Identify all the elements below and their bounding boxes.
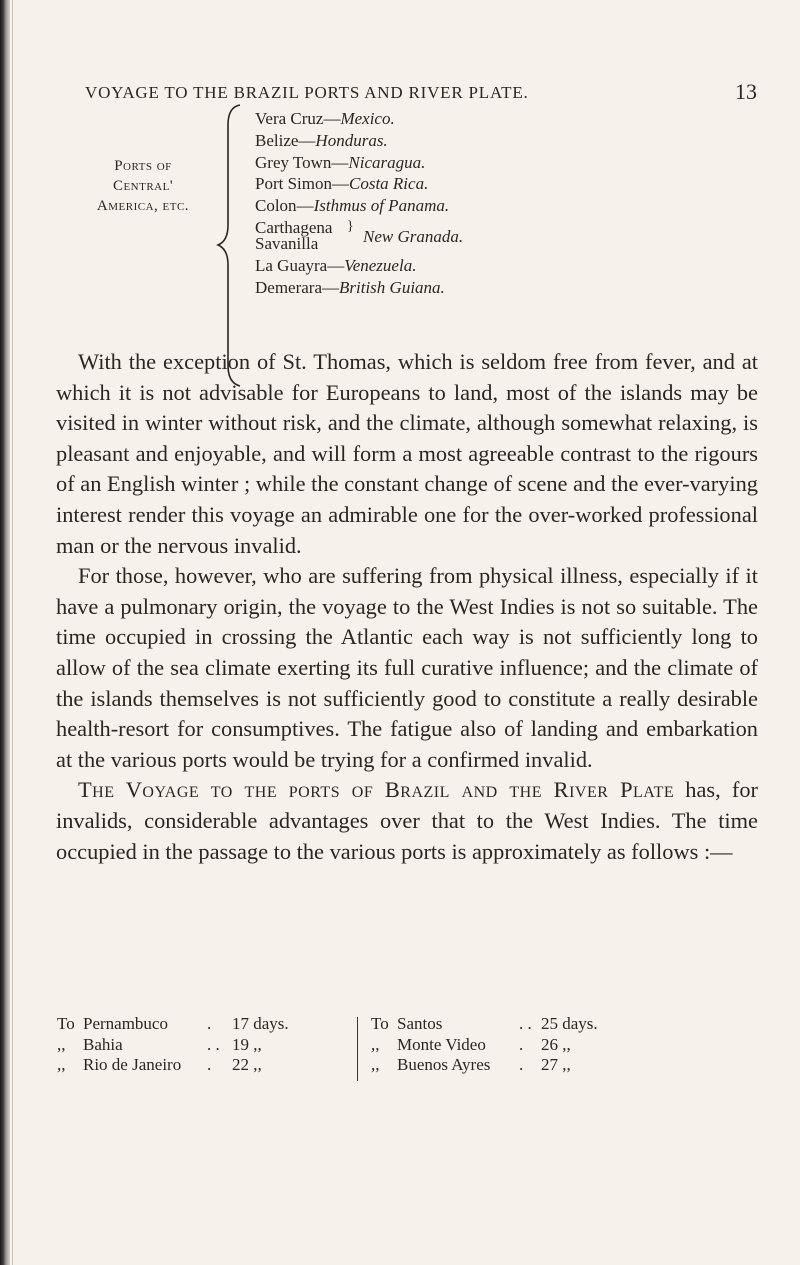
port-entry: La Guayra—Venezuela. xyxy=(255,255,417,275)
ports-list xyxy=(255,108,464,299)
port-entry: Grey Town—Nicaragua. xyxy=(255,152,426,172)
passage-column-right xyxy=(371,1014,671,1076)
port-pair-town-1: Carthagena xyxy=(255,217,333,237)
side-label-line-2: Central' xyxy=(112,178,174,194)
body-text xyxy=(56,347,758,867)
book-spine-shadow xyxy=(0,0,10,1265)
port-pair-entry xyxy=(255,217,464,255)
side-label-line-1: Ports of xyxy=(114,158,172,174)
passage-row: To Santos . . 25 days. xyxy=(371,1014,598,1033)
running-title: VOYAGE TO THE BRAZIL PORTS AND RIVER PLATE. xyxy=(85,83,529,102)
paragraph-1: With the exception of St. Thomas, which is seldom free from fever, and at which it is not advisable for Europeans to land, most of the islands may be visited in winter without risk, and the climate, although somewhat relaxing, is pleasant and enjoyable, and will form a most agreeable contrast to the rigours of an English winter ; while the constant change of scene and the ever-varying interest render this voyage an admirable one for the over-worked professional man or the nervous invalid. xyxy=(56,349,758,558)
gutter-line xyxy=(12,0,13,1265)
passage-row: ,, Monte Video . 26 ,, xyxy=(371,1034,571,1054)
port-pair-town-2: Savanilla xyxy=(255,233,319,253)
passage-row: ,, Rio de Janeiro . 22 ,, xyxy=(57,1055,262,1074)
port-entry: Demerara—British Guiana. xyxy=(255,277,445,297)
port-entry: Vera Cruz—Mexico. xyxy=(255,109,395,128)
paragraph-3-text: has, for invalids, considerable advantages over that to the West Indies. The time occupied in the passage to the various ports is approximately as follows :— xyxy=(56,777,759,864)
running-header xyxy=(85,79,757,104)
passage-row: To Pernambuco . 17 days. xyxy=(57,1014,289,1033)
port-entry: Belize—Honduras. xyxy=(255,130,388,150)
paragraph-2: For those, however, who are suffering from physical illness, especially if it have a pulmonary origin, the voyage to the West Indies is not so suitable. The time occupied in crossing the Atlantic each way is not sufficiently long to allow of the sea climate exerting its full curative influence; and the climate of the islands themselves is not sufficiently good to constitute a really desirable health-resort for consumptives. The fatigue also of landing and embarkation at the various ports would be trying for a confirmed invalid. xyxy=(56,563,758,772)
port-pair-nation: New Granada. xyxy=(363,226,464,246)
passage-row: ,, Buenos Ayres . 27 ,, xyxy=(371,1055,571,1074)
port-entry: Port Simon—Costa Rica. xyxy=(255,174,429,194)
port-entry: Colon—Isthmus of Panama. xyxy=(255,196,450,216)
page-number: 13 xyxy=(735,79,757,104)
column-divider xyxy=(357,1017,358,1081)
paragraph-3 xyxy=(56,775,758,867)
ports-side-label xyxy=(88,156,198,216)
section-lead: The Voyage to the ports of Brazil and the River Plate xyxy=(78,777,675,803)
passage-row: ,, Bahia . . 19 ,, xyxy=(57,1034,262,1054)
small-brace-icon: } xyxy=(347,218,354,234)
side-label-line-3: America, etc. xyxy=(96,198,190,214)
passage-column-left xyxy=(57,1014,352,1076)
